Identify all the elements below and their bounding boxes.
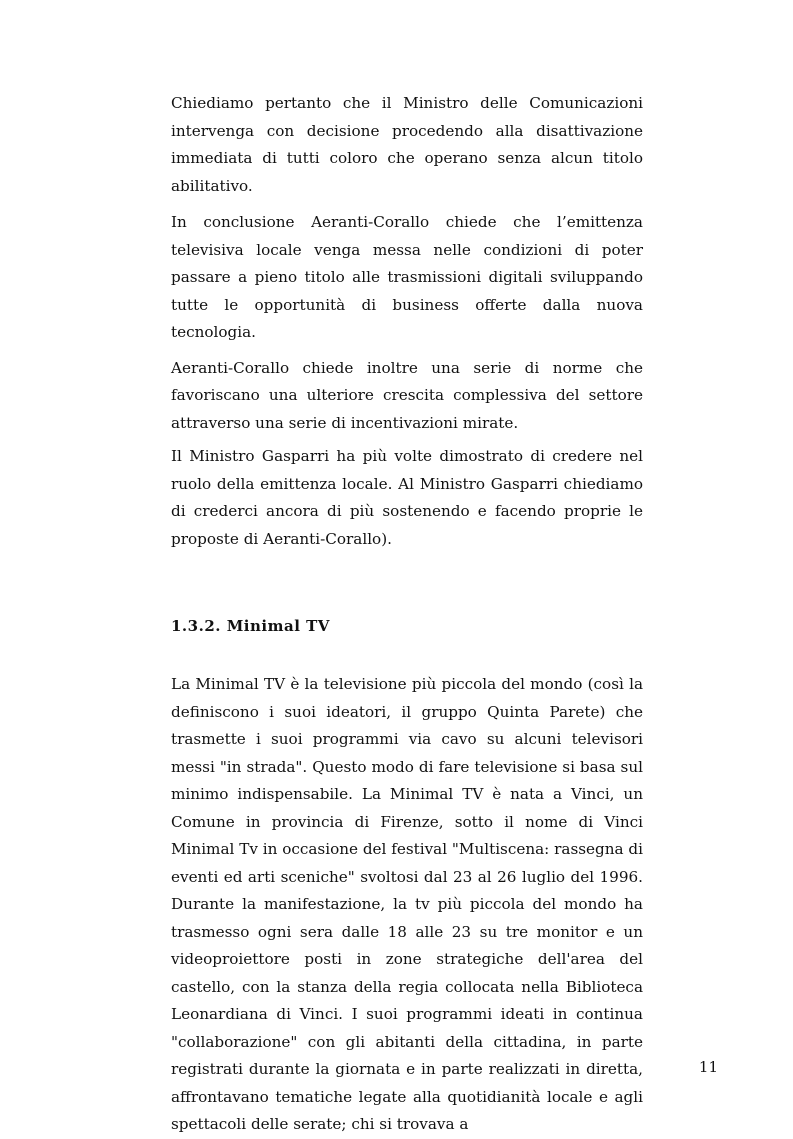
paragraph-ministro-comunicazioni: Chiediamo pertanto che il Ministro delle Comunicazioni intervenga con decisione procedendo alla disattivazione immediata di tutti coloro che operano senza alcun titolo abilitativo. bbox=[171, 94, 643, 195]
page-number: 11 bbox=[698, 1058, 718, 1076]
page-body bbox=[171, 90, 643, 1139]
paragraph-norme: Aeranti-Corallo chiede inoltre una serie di norme che favoriscano una ulteriore crescita complessiva del settore attraverso una serie di incentivazioni mirate. bbox=[171, 358, 643, 432]
paragraph-minimal-tv: La Minimal TV è la televisione più piccola del mondo (così la definiscono i suoi ideatori, il gruppo Quinta Parete) che trasmette i suoi programmi via cavo su alcuni televisori messi "in strada". Questo modo di fare televisione si basa sul minimo indispensabile. La Minimal TV è nata a Vinci, un Comune in provincia di Firenze, sotto il nome di Vinci Minimal Tv in occasione del festival "Multiscena: rassegna di eventi ed arti sceniche" svoltosi dal 23 al 26 luglio del 1996. Durante la manifestazione, la tv più piccola del mondo ha trasmesso ogni sera dalle 18 alle 23 su tre monitor e un videoproiettore posti in zone strategiche dell'area del castello, con la stanza della regia collocata nella Biblioteca Leonardiana di Vinci. I suoi programmi ideati in continua "collaborazione" con gli abitanti della cittadina, in parte registrati durante la giornata e in parte realizzati in diretta, affrontavano tematiche legate alla quotidianità locale e agli spettacoli delle serate; chi si trovava a bbox=[171, 675, 643, 1133]
section-heading: 1.3.2. Minimal TV bbox=[171, 617, 330, 635]
paragraph-gasparri: Il Ministro Gasparri ha più volte dimostrato di credere nel ruolo della emittenza locale. Al Ministro Gasparri chiediamo di crederci ancora di più sostenendo e facendo proprie le proposte di Aeranti-Corallo). bbox=[171, 447, 643, 548]
paragraph-conclusione: In conclusione Aeranti-Corallo chiede che l’emittenza televisiva locale venga messa nelle condizioni di poter passare a pieno titolo alle trasmissioni digitali sviluppando tutte le opportunità di business offerte dalla nuova tecnologia. bbox=[171, 213, 643, 341]
